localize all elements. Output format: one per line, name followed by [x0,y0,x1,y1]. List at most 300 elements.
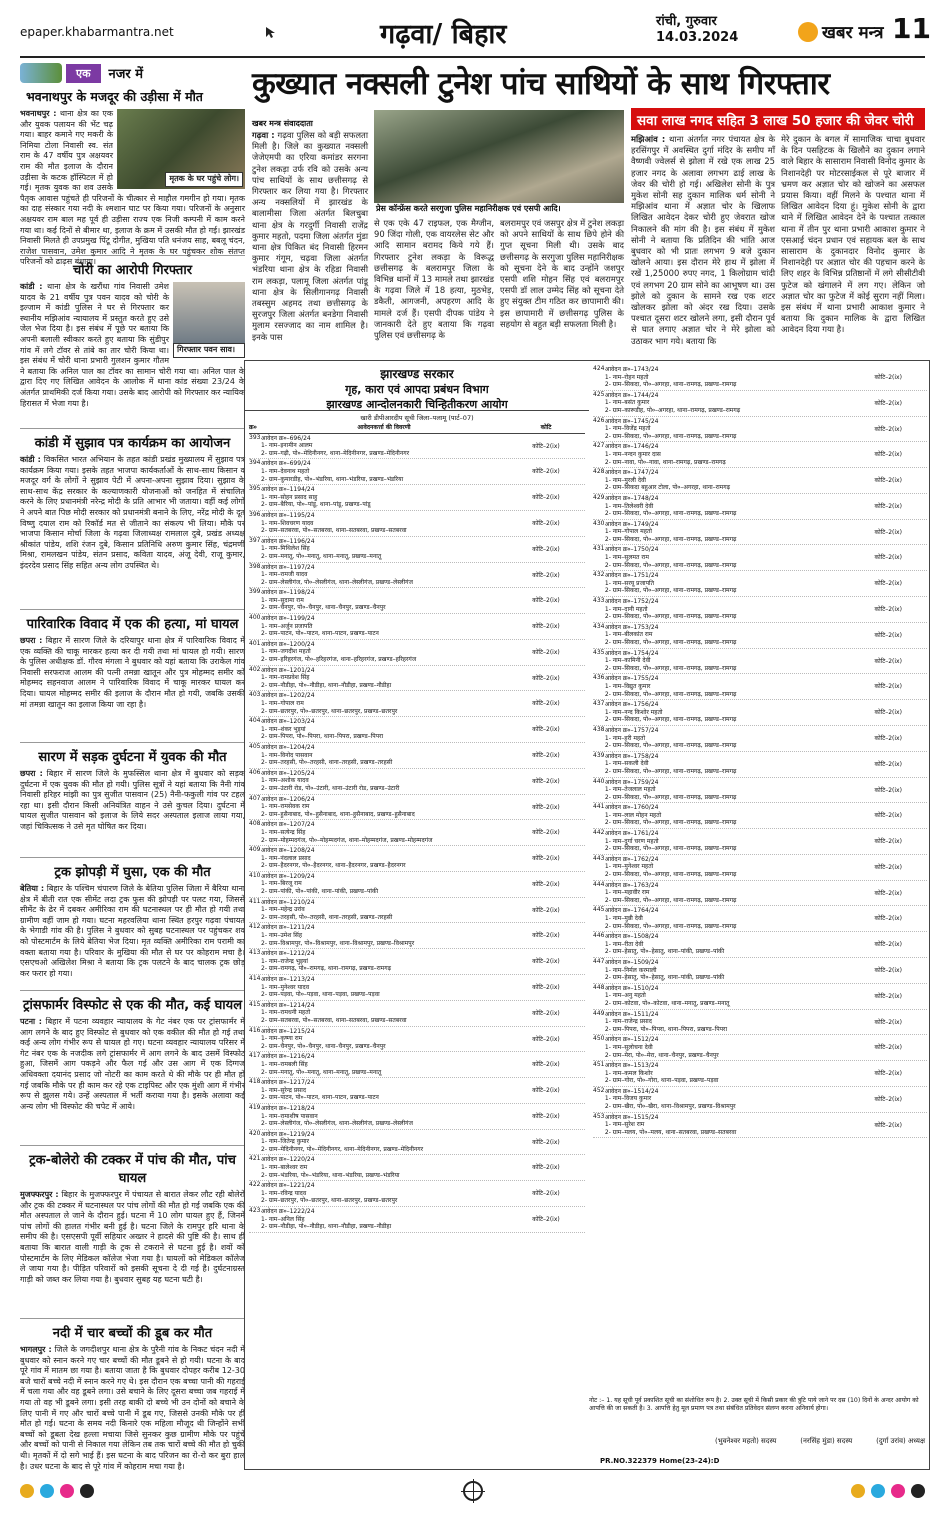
row-category: कोटि–2(ix) [874,606,902,614]
signer-3: (दुर्गा उरांव) अध्यक्ष [876,1437,925,1445]
page-footer [20,1478,925,1504]
story4-body: बिहार में सारण जिले के दरियापुर थाना क्षेत्र में पारिवारिक विवाद में एक व्यक्ति की चाकू मारकर हत्या कर दी गयी तथा मां घायल हो गयी। सारण के पुलिस अधीक्षक डॉ. गौरव मंगला ने बुधवार को यहां बताया कि उराकेल गांव निवासी सरफराज आलम की पत्नी तमन्ना खातून और पुत्र मोहम्मद समीर को मोहम्मद सहनवाज आलम ने पारिवारिक विवाद में चाकू मारकर घायल कर दिया। घायल मोहम्मद समीर की इलाज के दौरान मौत हो गयी, जबकि उसकी मां तमन्ना खातून का इलाज किया जा रहा है। [20,636,246,709]
notice-row [249,1207,585,1233]
notice-row [593,881,927,907]
row-application-no: आवेदन क्र०–1199/24 [261,615,315,623]
row-application-no: आवेदन क्र०–1212/24 [261,950,315,958]
notice-table-left [249,423,585,1233]
row-category: कोटि–2(ix) [874,528,902,536]
row-details [261,537,507,562]
row-application-no: आवेदन क्र०–1195/24 [261,511,315,519]
row-serial: 444 [593,880,605,888]
story9-lead: भागलपुर : [20,1345,52,1354]
main-headline: कुख्यात नक्सली टुनेश पांच साथियों के साथ गिरफ्तार [252,66,830,102]
row-name: 1- नाम–राजेन्द्र भुइयां [261,957,308,965]
row-serial: 394 [249,459,261,467]
row-category: कोटि–2(ix) [532,829,560,837]
row-category: कोटि–2(ix) [532,1138,560,1146]
notice-row [249,975,585,1001]
registration-mark-icon [463,1481,483,1501]
row-category: कोटि–2(ix) [874,812,902,820]
row-details [605,726,850,751]
row-category: कोटि–2(ix) [874,657,902,665]
row-name: 1- नाम–मुन्नी देवी [604,915,643,922]
row-details [261,1001,507,1026]
row-category: कोटि–2(ix) [532,571,560,579]
row-application-no: आवेदन क्र०–1755/24 [604,675,659,683]
notice-row [593,649,927,675]
row-name: 1- नाम–गोपाल महतो [604,528,652,536]
row-address: 2- ग्राम–सिकदा, पो०–अगरहा, थाना–रामगढ़, प्रखण्ड–रामगढ़ [604,432,737,440]
row-name: 1- नाम–कमल किशोर [604,1069,653,1077]
main-col2 [374,218,494,352]
row-serial: 432 [593,571,605,579]
row-address: 2- ग्राम–लेस्लीगंज, पो०–लेस्लीगंज, थाना–लेस्लीगंज, प्रखण्ड–लेस्लीगंज [261,578,414,586]
notice-row [593,803,927,829]
row-address: 2- ग्राम–सिकदा, पो०–अगरहा, थाना–रामगढ़, प्रखण्ड–रामगढ़ [604,613,737,621]
notice-row [593,623,927,649]
row-category: कोटि–2(ix) [874,992,902,1000]
row-serial: 429 [593,493,605,501]
row-details [605,674,850,699]
row-details [605,803,850,828]
story2-photo-caption: गिरफ्तार पवन साव। [173,343,245,358]
category-badge: एक [66,64,101,83]
page-header [20,8,931,58]
row-name: 1- नाम–तेजलाल महतो [604,786,656,794]
row-name: 1- नाम–सकली देवी [604,760,649,768]
issue-date: 14.03.2024 [656,30,739,45]
category-bar [20,62,245,84]
row-name: 1- नाम–शंकर भुइयां [261,725,306,733]
row-details [261,872,507,897]
row-name: 1- नाम–रामसेवक राम [261,803,310,811]
row-details [261,846,507,871]
row-details [605,597,850,622]
row-category: कोटि–2(ix) [532,1009,560,1017]
story2-lead: कांडी : [20,282,43,291]
row-serial: 427 [593,442,605,450]
row-category: कोटि–2(ix) [532,1216,560,1224]
row-category: कोटि–2(ix) [532,1164,560,1172]
row-category: कोटि–2(ix) [532,726,560,734]
col-category: कोटि [540,424,552,431]
row-category: कोटि–2(ix) [874,502,902,510]
row-address: 2- ग्राम–हेसातु, पो०–हेसातु, थाना–पांकी, प्रखण्ड–पांकी [604,948,725,956]
row-serial: 412 [249,923,261,931]
row-details [605,1087,850,1112]
row-address: 2- ग्राम–सिकदा, पो०–अगरहा, थाना–रामगढ़, प्रखण्ड–रामगढ़ [604,535,737,543]
row-details [261,588,507,613]
notice-row [249,434,585,460]
site-url[interactable]: epaper.khabarmantra.net [20,25,174,39]
notice-row [593,778,927,804]
story1-photo [117,109,245,189]
row-details [261,459,507,484]
row-application-no: आवेदन क्र०–1747/24 [604,469,659,477]
notice-row [249,614,585,640]
row-details [605,623,850,648]
row-name: 1- नाम–अर्जुन प्रजापति [261,622,313,630]
notice-row [593,442,927,468]
date-block [656,14,738,46]
row-address: 2- ग्राम–सिकदा, पो०–अगरहा, थाना–रामगढ़, प्रखण्ड–रामगढ़ [604,819,737,827]
row-details [261,795,507,820]
row-address: 2- ग्राम–लेस्लीगंज, पो०–लेस्लीगंज, थाना–लेस्लीगंज, प्रखण्ड–लेस्लीगंज [261,1120,414,1128]
story9-body: जिले के जगदीशपुर थाना क्षेत्र के पुरैनी गांव के निकट चंदन नदी में बुधवार को स्नान करने गए चार बच्चों की मौत डूबने से हो गयी। घटना के बाद पूरे गांव में मातम छा गया है। बताया जाता है कि बुधवार दोपहर करीब 12-30 बजे चारों बच्चे नदी में स्नान करने गए थे। इस दौरान एक बच्चा पानी की गहराई में चला गया और वह डूबने लगा। उसे बचाने के लिए दूसरा बच्चा जब गहराई में गया तो वह भी डूबने लगा। इसी तरह बाकी दो बच्चे भी उन दोनों को बचाने के लिए पानी में गए और चारों बच्चे पानी में डूब गए, जिससे उनकी मौके पर ही मौत हो गई। घटना के समय नदी किनारे एक महिला मौजूद थी जिन्होंने सभी बच्चों को डूबता देख हल्ला मचाया जिसे सुनकर कुछ ग्रामीण मौके पर पहुंचे और बच्चों को पानी से निकाल गया लेकिन तब तक चारों बच्चे की मौत हो चुकी थी। मृतकों में दो सगे भाई हैं। इस घटना के बाद परिजन का रो-रो कर बुरा हाल है। उधर घटना के बाद से पूरे गांव में कोहराम मचा गया है। [20,1345,245,1471]
row-application-no: आवेदन क्र०–1221/24 [261,1182,315,1190]
row-application-no: आवेदन क्र०–1211/24 [261,924,315,932]
notice-row [593,700,927,726]
notice-row [249,717,585,743]
notice-row [249,846,585,872]
notice-signatories [715,1437,925,1446]
color-dot-6 [871,1484,885,1498]
pr-number: PR.NO.322379 Home(23-24):D [600,1457,720,1465]
row-name: 1- नाम–लाल मोहन महतो [604,811,662,819]
row-name: 1- नाम–सुरेश राम [604,1121,645,1129]
row-address: 2- ग्राम–चैनपुर, पो०–चैनपुर, थाना–चैनपुर, प्रखण्ड–चैनपुर [261,1042,386,1050]
story7-headline: ट्रांसफार्मर विस्फोट से एक की मौत, कई घायल [20,990,245,1013]
city-day: रांची, गुरुवार [656,14,717,29]
row-address: 2- ग्राम–खैरा, पो०–खैरा, थाना–विश्रामपुर, प्रखण्ड–विश्रामपुर [604,1103,736,1111]
row-details [261,898,507,923]
row-serial: 406 [249,768,261,776]
row-category: कोटि–2(ix) [532,906,560,914]
theft-headline: सवा लाख नगद सहित 3 लाख 50 हजार की जेवर चोरी [631,108,925,130]
row-address: 2- ग्राम–उंटारी रोड, पो०–उंटारी, थाना–उंटारी रोड, प्रखण्ड–उंटारी [261,784,400,792]
row-application-no: आवेदन क्र०–1752/24 [604,598,659,606]
row-address: 2- ग्राम–कोटवा, पो०–कोटवा, थाना–मनातू, प्रखण्ड–मनातू [604,999,730,1007]
row-serial: 442 [593,829,605,837]
row-category: कोटि–2(ix) [874,451,902,459]
notice-org3: झारखण्ड आन्दोलनकारी चिन्हितीकरण आयोग [326,398,508,411]
story1-photo-caption: मृतक के घर पहुंचे लोग। [165,172,243,187]
row-serial: 437 [593,700,605,708]
row-details [605,958,850,983]
row-details [605,906,850,931]
story3-headline: कांडी में सुझाव पत्र कार्यक्रम का आयोजन [20,428,245,451]
row-serial: 418 [249,1078,261,1086]
row-serial: 449 [593,1009,605,1017]
row-serial: 426 [593,416,605,424]
brand-name: खबर मन्त्र [822,23,884,43]
notice-row [593,674,927,700]
government-notice [244,360,930,1470]
row-category: कोटि–2(ix) [532,984,560,991]
row-details [261,1027,507,1052]
notice-row [593,571,927,597]
row-application-no: आवेदन क्र०–1763/24 [604,881,659,889]
main-photo-caption: प्रेस कॉन्फ्रेंस करते सरगुजा पुलिस महानिरीक्षक एवं एसपी आदि। [374,203,626,215]
row-category: कोटि–2(ix) [874,966,902,974]
row-details [605,468,850,493]
row-serial: 445 [593,906,605,914]
row-serial: 448 [593,983,605,991]
row-details [261,1078,507,1103]
notice-row [593,597,927,623]
col-details: आवेदनकर्त्ता की विवरणी [357,424,411,431]
row-serial: 395 [249,485,261,493]
row-address: 2- ग्राम–नौडीहा, पो०–नौडीहा, थाना–नौडीहा, प्रखण्ड–नौडीहा [261,1223,392,1231]
row-category: कोटि–2(ix) [532,1190,560,1198]
row-category: कोटि–2(ix) [874,941,902,949]
row-details [605,778,850,803]
row-application-no: आवेदन क्र०–1750/24 [604,546,659,554]
notice-row [249,588,585,614]
row-name: 1- नाम–दानी महतो [604,605,648,613]
row-address: 2- ग्राम–मेरा, पो०–मेरा, थाना–चैनपुर, प्रखण्ड–चैनपुर [604,1051,719,1059]
row-name: 1- नाम–बसंत कुमार [604,399,650,407]
row-details [605,1010,850,1035]
row-serial: 433 [593,597,605,605]
row-application-no: आवेदन क्र०–696/24 [261,434,311,442]
row-application-no: आवेदन क्र०–1215/24 [261,1027,315,1035]
row-category: कोटि–2(ix) [532,545,560,553]
row-address: 2- ग्राम–सतबरवा, पो०–सतबरवा, थाना–सतबरवा, प्रखण्ड–सतबरवा [261,1016,407,1024]
row-details [605,417,850,442]
notice-rows-left [249,434,585,1233]
notice-row [593,520,927,546]
row-address: 2- ग्राम–गढ़ी, पो०–मेदिनीनगर, थाना–मेदिनीनगर, प्रखण्ड–मेदिनीनगर [261,449,410,457]
row-application-no: आवेदन क्र०–1209/24 [261,872,315,880]
row-category: कोटि–2(ix) [874,863,902,871]
row-details [605,829,850,854]
notice-row [249,459,585,485]
row-category: कोटि–2(ix) [874,425,902,433]
notice-table-header [249,423,585,434]
row-address: 2- ग्राम–कुमारडीह, पो०–भंडरिया, थाना–भंडरिया, प्रखण्ड–भंडरिया [261,475,404,483]
color-dots-left [20,1484,94,1498]
notice-row [593,932,927,958]
row-application-no: आवेदन क्र०–1759/24 [604,778,659,786]
row-name: 1- नाम–रोहन महतो [604,373,649,381]
row-serial: 452 [593,1086,605,1094]
row-application-no: आवेदन क्र०–1513/24 [604,1062,659,1070]
row-name: 1- नाम–उमेश सिंह [261,932,303,940]
notice-row [593,391,927,417]
notice-row [593,494,927,520]
row-serial: 402 [249,665,261,673]
row-serial: 413 [249,949,261,957]
row-serial: 415 [249,1000,261,1008]
color-dot-1 [20,1484,34,1498]
row-serial: 408 [249,820,261,828]
row-address: 2- ग्राम–पांकी, पो०–पांकी, थाना–पांकी, प्रखण्ड–पांकी [261,888,379,896]
story1-body: थाना क्षेत्र का एक और युवक पलायन की भेंट चढ़ गया। बाहर कमाने गए मकरी के निमिया टोला निवासी स्व. संत राम के 47 वर्षीय पुत्र अक्षयवर राम की मौत इलाज के दौरान उड़ीसा के कटक हॉस्पिटल में हो गई। मृतक युवक का शव उसके पैतृक आवास पहुंचते ही परिजनों के चीत्कार से माहौल गमगीन हो गया। मृतक का दाह संस्कार गया नदी के श्मशान घाट पर किया गया। परिजनों के अनुसार अक्षयवर राम बाल मह पूर्व ही उड़ीसा राज्य एक निजी कम्पनी में काम करने गया था। कई दिनों से बीमार था, इलाज के क्रम में उसकी मौत हो गई। झारखंड निवासी मिलते ही उपप्रमुख पिंटू दोगीत, मुखिया पति धनंजय साह, बबलू चंदन, राजेश पासवान, उमेश कुमार आदि ने मृतक के घर पहुंचकर शोक संतप्त परिजनों को ढाढ़स बंधाया। [20,109,245,267]
row-name: 1- नाम–रीता देवी [604,940,644,948]
row-name: 1- नाम–रविन्द्र यादव [261,1189,307,1197]
notice-row [593,468,927,494]
row-serial: 428 [593,468,605,476]
notice-row [249,1181,585,1207]
main-lead: गढ़वा : [252,130,275,140]
row-name: 1- नाम–बीलकांत राम [604,631,653,639]
row-address: 2- ग्राम–सिकदा, पो०–अगरहा, थाना–रामगढ़, प्रखण्ड–रामगढ़ [604,742,737,750]
row-category: कोटि–2(ix) [874,1070,902,1078]
row-address: 2- ग्राम–पाटन, पो०–पाटन, थाना–पाटन, प्रखण्ड–पाटन [261,1094,379,1102]
row-address: 2- ग्राम–सिकदा, पो०–अगरहा, थाना–रामगढ़, प्रखण्ड–रामगढ़ [604,871,737,879]
row-application-no: आवेदन क्र०–1208/24 [261,847,315,855]
side-col2 [781,134,925,352]
edition-title: गढ़वा/ बिहार [380,19,507,50]
row-address: 2- ग्राम–तरहसी, पो०–तरहसी, थाना–तरहसी, प्रखण्ड–तरहसी [261,913,393,921]
row-name: 1- नाम–महावीर राम [604,889,650,897]
row-address: 2- ग्राम–सिकदा, पो०–अगरहा, थाना–रामगढ़, प्रखण्ड–रामगढ़ [604,381,737,389]
row-serial: 423 [249,1207,261,1215]
story6-text [20,884,245,984]
row-application-no: आवेदन क्र०–1745/24 [604,417,659,425]
story5-body: बिहार में सारण जिले के मुफस्सिल थाना क्षेत्र में बुधवार को सड़क दुर्घटना में एक युवक की मौत हो गयी। पुलिस सूत्रों ने यहां बताया कि नैनी गांव निवासी हरिहर मांझी का पुत्र सुजीत पासवान (25) नैनी-फकुली गांव पर टहल रहा था। इसी दौरान किसी अनियंत्रित वाहन ने उसे कुचल दिया। दुर्घटना में घायल सुजीत पासवान को इलाज के लिये सदर अस्पताल इलाज लाया गया, जहां चिकित्सक ने उसे मृत घोषित कर दिया। [20,769,245,831]
row-application-no: आवेदन क्र०–1219/24 [261,1130,315,1138]
story2-text [20,282,245,422]
row-application-no: आवेदन क्र०–1757/24 [604,726,659,734]
row-serial: 419 [249,1103,261,1111]
page-number: 11 [892,12,920,52]
row-serial: 447 [593,957,605,965]
row-name: 1- नाम–जगदीश महतो [261,648,311,656]
col-sl: क्र० [249,424,257,431]
story7-lead: पटना : [20,1017,43,1026]
brand-logo-icon [798,22,818,42]
story1-lead: भवनाथपुर : [20,109,57,118]
row-category: कोटि–2(ix) [874,786,902,794]
notice-row [593,1087,927,1113]
row-address: 2- ग्राम–मनातू, पो०–मनातू, थाना–मनातू, प्रखण्ड–मनातू [261,552,382,560]
row-category: कोटि–2(ix) [874,1095,902,1103]
row-serial: 399 [249,588,261,596]
notice-row [249,1078,585,1104]
row-details [261,1181,507,1206]
row-address: 2- ग्राम–सिकदा, पो०–अगरहा, थाना–रामगढ़, प्रखण्ड–रामगढ़ [604,896,737,904]
row-category: कोटि–2(ix) [874,580,902,588]
row-details [605,881,850,906]
row-details [261,820,507,845]
row-name: 1- नाम–सुदामा राम [261,596,304,604]
row-address: 2- ग्राम–मोहम्मदगंज, पो०–मोहम्मदगंज, थाना–मोहम्मदगंज, प्रखण्ड–मोहम्मदगंज [261,836,433,844]
row-name: 1- नाम–हरी महतो [604,734,646,742]
row-application-no: आवेदन क्र०–1753/24 [604,623,659,631]
notice-row [593,984,927,1010]
row-name: 1- नाम–कृष्णा राम [261,1035,303,1043]
row-details [261,434,507,459]
row-name: 1- नाम–निर्मल करमाली [604,966,657,974]
row-application-no: आवेदन क्र०–1204/24 [261,743,315,751]
notice-row [249,1027,585,1053]
row-application-no: आवेदन क्र०–1511/24 [604,1010,659,1018]
row-address: 2- ग्राम–पिपरा, पो०–पिपरा, थाना–पिपरा, प्रखण्ड–पिपरा [604,1025,728,1033]
row-category: कोटि–2(ix) [532,1035,560,1043]
notice-row [249,537,585,563]
row-address: 2- ग्राम–हुसैनाबाद, पो०–हुसैनाबाद, थाना–हुसैनाबाद, प्रखण्ड–हुसैनाबाद [261,810,415,818]
row-details [605,932,850,957]
row-details [261,666,507,691]
row-address: 2- ग्राम–सिकदा बहुआर टोला, पो०–अगरहा, थाना–रामगढ़ [604,484,730,492]
row-serial: 403 [249,691,261,699]
row-address: 2- ग्राम–गोरा, पो०–गोरा, थाना–पड़वा, प्रखण्ड–पड़वा [604,1077,719,1085]
notice-row [249,1001,585,1027]
row-category: कोटि–2(ix) [532,1087,560,1095]
row-address: 2- ग्राम–सिकदा, पो०–अगरहा, थाना–रामगढ़, प्रखण्ड–रामगढ़ [604,587,737,595]
row-name: 1- नाम–अनु महतो [604,992,646,1000]
row-name: 1- नाम–नंदलाल प्रसाद [261,854,311,862]
row-details [605,700,850,725]
row-application-no: आवेदन क्र०–1194/24 [261,486,315,494]
row-serial: 439 [593,751,605,759]
story8-headline: ट्रक-बोलेरो की टक्कर में पांच की मौत, पांच घायल [20,1145,245,1186]
story2-headline: चोरी का आरोपी गिरफ्तार [20,255,245,278]
row-details [605,391,850,416]
notice-row [249,1130,585,1156]
story8-lead: मुजफ्फरपुर : [20,1190,59,1199]
notice-row [249,820,585,846]
row-serial: 450 [593,1035,605,1043]
row-details [261,485,507,510]
row-application-no: आवेदन क्र०–1746/24 [604,443,659,451]
row-serial: 441 [593,803,605,811]
row-details [261,1104,507,1129]
notice-org1: झारखण्ड सरकार [380,367,454,381]
row-application-no: आवेदन क्र०–1202/24 [261,692,315,700]
category-title: नजर में [108,67,144,82]
row-serial: 401 [249,639,261,647]
row-application-no: आवेदन क्र०–1220/24 [261,1156,315,1164]
row-application-no: आवेदन क्र०–1509/24 [604,958,659,966]
row-serial: 410 [249,871,261,879]
notice-row [249,485,585,511]
row-details [261,949,507,974]
row-name: 1- नाम–बालेश्वर राम [261,1164,308,1172]
row-name: 1- नाम–देवनाथ महतो [261,467,310,475]
row-serial: 407 [249,794,261,802]
row-name: 1- नाम–तिलेश्वरी देवी [604,502,654,510]
row-category: कोटि–2(ix) [532,777,560,785]
row-category: कोटि–2(ix) [874,374,902,381]
row-address: 2- ग्राम–विश्रामपुर, पो०–विश्रामपुर, थाना–विश्रामपुर, प्रखण्ड–विश्रामपुर [261,939,415,947]
side-col1 [631,134,775,352]
row-details [605,649,850,674]
row-application-no: आवेदन क्र०–699/24 [261,460,311,468]
side-col1-text: थाना अंतर्गत नगर पंचायत क्षेत्र के हरसिंगपुर में अवस्थित दुर्गा मंदिर के समीप माँ वैष्णवी ज्वेलर्स से झोला में रखे एक लाख 25 हजार नगद के अलावा लगभग ढाई लाख के जेवर की चोरी हो गई। अखिलेश सोनी के पुत्र मुकेश सोनी सह दुकान मालिक धर्म सोनी ने मझिआंव थाना में अज्ञात चोर के खिलाफ लिखित आवेदन देकर चोरी हुए जेवरात खोज निकालने की मांग की है। इस संबंध में मुकेश सोनी ने बताया कि प्रतिदिन की भांति आज बुधवार को भी प्रातः लगभग 9 बजे दुकान खोलने आया। इस दौरान मेरे हाथ में झोला में रखें 1,25000 रुपए नगद, 1 किलोग्राम चांदी एवं लगभग 20 ग्राम सोने का आभूषण था। उस झोले को दुकान के सामने रख एक शटर खोलकर झोला को अंदर रख दिया। उसके पश्चात दूसरा शटर खोलने लगा, इसी दौरान पूर्व से घात लगाए अज्ञात चोर ने मेरे झोला को उठाकर भाग गये। बताया कि [631,134,775,346]
row-name: 1- नाम–सुरेन्द्र प्रसाद [261,1086,307,1094]
notice-row [249,743,585,769]
row-category: कोटि–2(ix) [874,915,902,923]
row-category: कोटि–2(ix) [874,631,902,639]
row-details [605,545,850,570]
row-application-no: आवेदन क्र०–1756/24 [604,701,659,709]
notice-subtitle: खारी डीपीआरदीप सूची जिला–पलामू (पार्ट–07) [360,414,474,422]
row-address: 2- ग्राम–नावा, पो०–नावा, थाना–रामगढ़, प्रखण्ड–रामगढ़ [604,458,726,466]
row-application-no: आवेदन क्र०–1213/24 [261,976,315,983]
story6-body: बिहार के पश्चिम चंपारण जिले के बेतिया पुलिस जिला में बैरिया थाना क्षेत्र में बीती रात एक सीमेंट लदा ट्रक फुस की झोपड़ी पर पलट गया, जिससे सीमेंट के ढेर में दबकर अमीरिका राम की घटनास्थल पर ही मौत हो गयी तथा ग्रामीण वहीं जाम हो गया। घटना महरवलिया थाना स्थित हरपुर गढ़वा पंचायत के भेगाडी गांव की है। पुलिस ने बुधवार को सुबह घटनास्थल पर पहुंचकर शव को पोस्टमार्टम के लिये बेतिया भेज दिया। मृत व्यक्ति अमीरिका राम परामी का वक्ता बताया गया है। परिवार के मुखिया की मौत से घर पर कोहराम मचा है। एसएचओ अखिलेश मिश्रा ने बताया कि ट्रक पलटने के बाद चालक ट्रक छोड़ कर फरार हो गया। [20,884,245,978]
row-application-no: आवेदन क्र०–1515/24 [604,1113,659,1121]
row-address: 2- ग्राम–सिकदा, पो०–अगरहा, थाना–रामगढ़, प्रखण्ड–रामगढ़ [604,561,737,569]
story6-lead: बेतिया : [20,884,45,893]
row-serial: 443 [593,854,605,862]
row-name: 1- नाम–सत्येन्द्र सिंह [261,828,306,836]
row-application-no: आवेदन क्र०–1508/24 [604,933,659,941]
row-serial: 424 [593,365,605,372]
row-application-no: आवेदन क्र०–1210/24 [261,898,315,906]
story4-headline: पारिवारिक विवाद में एक की हत्या, मां घायल [20,609,245,632]
row-category: कोटि–2(ix) [532,468,560,476]
row-serial: 453 [593,1112,605,1120]
notice-row [249,563,585,589]
pointer-icon [264,25,278,39]
notice-row [249,898,585,924]
row-serial: 422 [249,1181,261,1189]
row-serial: 397 [249,536,261,544]
